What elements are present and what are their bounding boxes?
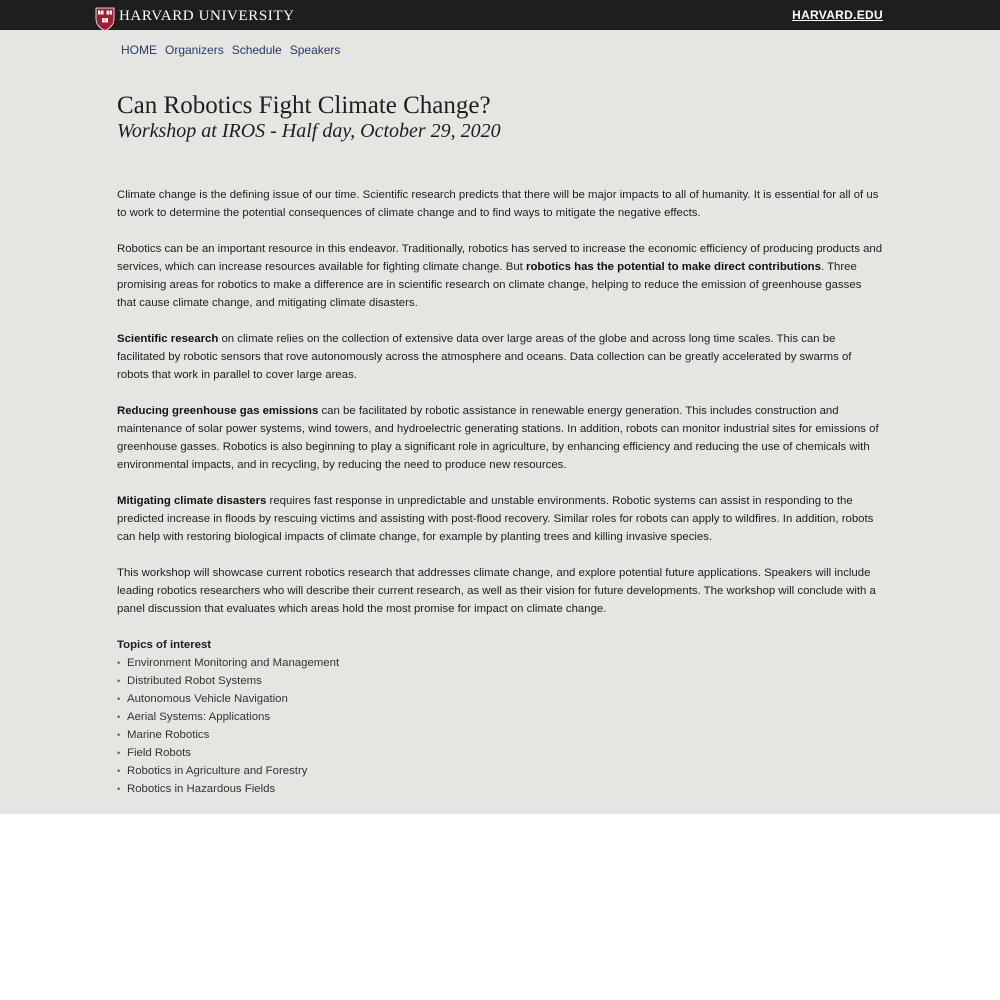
nav-item-speakers[interactable]: Speakers (289, 43, 341, 57)
top-bar (0, 0, 1000, 30)
topic-item: • Marine Robotics (117, 726, 883, 744)
topics-heading: Topics of interest (117, 639, 212, 651)
harvard-shield-icon (95, 7, 115, 31)
disasters-text: requires fast response in unpredictable and unstable environments. Robotic systems can assist in responding to the predicted increase in floods by rescuing victims and assisting with post-flood recovery. Similar roles for robots can apply to wildfires. In addition, robots can help with restoring biological impacts of climate change, for example by planting trees and killing invasive species. (117, 495, 874, 543)
topic-item: • Environment Monitoring and Management (117, 654, 883, 672)
greenhouse-paragraph (117, 402, 883, 474)
nav-item-schedule[interactable]: Schedule (231, 43, 282, 57)
scientific-research-heading: Scientific research (117, 333, 219, 345)
robotics-paragraph-text-end: . Three promising areas for robotics to make a difference are in scientific research on climate change, helping to reduce the emission of greenhouse gasses that cause climate change, and mitigating climate disasters. (117, 261, 862, 309)
scientific-research-paragraph (117, 330, 883, 384)
topics-list (117, 654, 883, 798)
topic-item: • Aerial Systems: Applications (117, 708, 883, 726)
intro-paragraph: Climate change is the defining issue of our time. Scientific research predicts that there will be major impacts to all of humanity. It is essential for all of us to work to determine the potential consequences of climate change and to find ways to mitigate the negative effects. (117, 189, 879, 219)
greenhouse-heading: Reducing greenhouse gas emissions (117, 405, 319, 417)
topic-item: • Robotics in Hazardous Fields (117, 780, 883, 798)
robotics-paragraph (117, 240, 883, 312)
topic-item: • Autonomous Vehicle Navigation (117, 690, 883, 708)
page-title: Can Robotics Fight Climate Change? (117, 92, 491, 119)
nav-item-home[interactable]: HOME (121, 43, 157, 57)
disasters-paragraph (117, 492, 883, 546)
site-nav (121, 43, 340, 57)
main-content (117, 186, 883, 798)
harvard-brand[interactable] (95, 7, 295, 31)
topic-item: • Distributed Robot Systems (117, 672, 883, 690)
robotics-paragraph-text: Robotics can be an important resource in this endeavor. Traditionally, robotics has served to increase the economic efficiency of producing products and services, which can increase resources available for fighting climate change. But (117, 243, 883, 273)
harvard-edu-link[interactable]: HARVARD.EDU (792, 8, 883, 22)
scientific-research-text: on climate relies on the collection of extensive data over large areas of the globe and across long time scales. This can be facilitated by robotic sensors that rove autonomously across the atmosphere and oceans. Data collection can be greatly accelerated by swarms of robots that work in parallel to cover large areas. (117, 333, 852, 381)
page-subtitle: Workshop at IROS - Half day, October 29, 2020 (117, 120, 501, 142)
workshop-paragraph: This workshop will showcase current robotics research that addresses climate change, and explore potential future applications. Speakers will include leading robotics researchers who will describe their current research, as well as their vision for future developments. The workshop will conclude with a panel discussion that evaluates which areas hold the most promise for impact on climate change. (117, 567, 876, 615)
topic-item: • Robotics in Agriculture and Forestry (117, 762, 883, 780)
brand-text: HARVARD UNIVERSITY (119, 8, 295, 24)
robotics-paragraph-emphasis: robotics has the potential to make direct contributions (526, 261, 821, 273)
disasters-heading: Mitigating climate disasters (117, 495, 267, 507)
greenhouse-text: can be facilitated by robotic assistance in renewable energy generation. This includes construction and maintenance of solar power systems, wind towers, and hydroelectric generating stations. In addition, robots can monitor industrial sites for emissions of greenhouse gasses. Robotics is also beginning to play a significant role in agriculture, by enhancing efficiency and reducing the use of chemicals with environmental impacts, and in recycling, by reducing the need to produce new resources. (117, 405, 879, 471)
nav-item-organizers[interactable]: Organizers (165, 43, 224, 57)
topic-item: • Field Robots (117, 744, 883, 762)
